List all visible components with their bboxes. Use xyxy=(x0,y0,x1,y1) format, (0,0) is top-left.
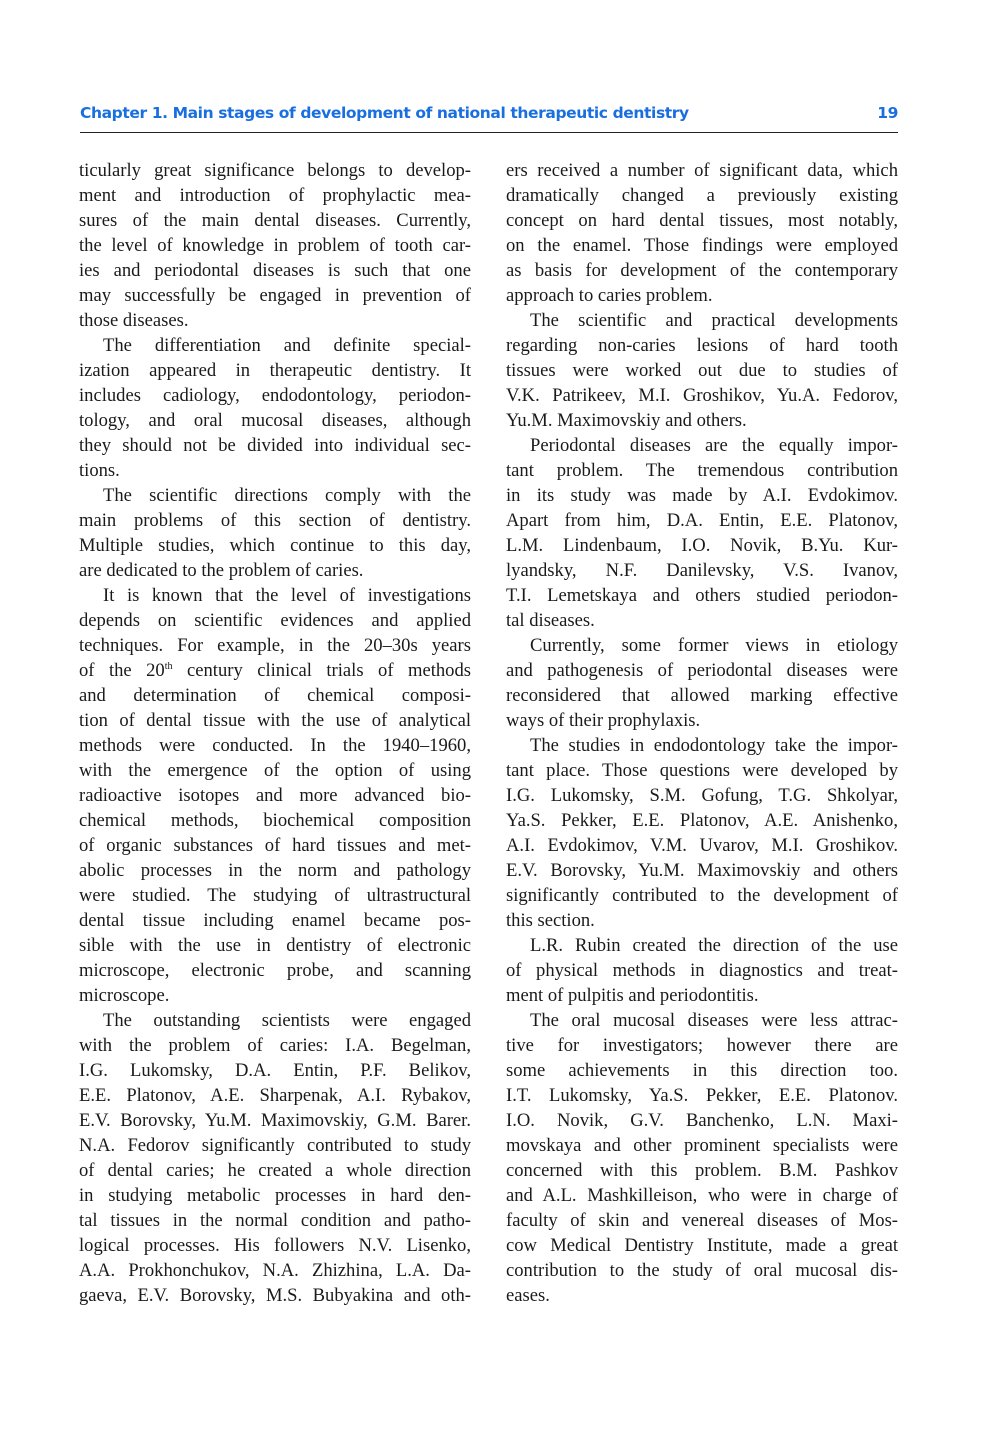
text-line: The studies in endodontology take the impor- xyxy=(530,735,898,756)
text-line: Apart from him, D.A. Entin, E.E. Platonov, xyxy=(506,510,898,531)
text-line: contribution to the study of oral mucosal dis- xyxy=(506,1260,898,1281)
text-line: The outstanding scientists were engaged xyxy=(103,1010,471,1031)
text-line: ment and introduction of prophylactic mea- xyxy=(79,185,471,206)
text-line: V.K. Patrikeev, M.I. Groshikov, Yu.A. Fedorov, xyxy=(506,385,898,406)
text-line: N.A. Fedorov significantly contributed to study xyxy=(79,1135,471,1156)
text-line: ticularly great significance belongs to develop- xyxy=(79,160,471,181)
text-line: ways of their prophylaxis. xyxy=(506,710,701,731)
text-line: microscope, electronic probe, and scanning xyxy=(79,960,471,981)
text-line: eases. xyxy=(506,1285,550,1306)
text-line: Yu.M. Maximovskiy and others. xyxy=(506,410,747,431)
text-line: tissues were worked out due to studies of xyxy=(506,360,898,381)
text-line: I.G. Lukomsky, S.M. Gofung, T.G. Shkolyar, xyxy=(506,785,898,806)
text-line: and pathogenesis of periodontal diseases were xyxy=(506,660,898,681)
text-line: I.O. Novik, G.V. Banchenko, L.N. Maxi- xyxy=(506,1110,898,1131)
text-line: tant place. Those questions were developed by xyxy=(506,760,898,781)
running-header xyxy=(80,104,898,130)
text-line: The scientific and practical developments xyxy=(530,310,898,331)
text-line: of physical methods in diagnostics and treat- xyxy=(506,960,898,981)
text-line: as basis for development of the contemporary xyxy=(506,260,898,281)
text-line: ers received a number of significant data, which xyxy=(506,160,898,181)
text-line: regarding non-caries lesions of hard tooth xyxy=(506,335,898,356)
text-line: Currently, some former views in etiology xyxy=(530,635,898,656)
text-line: E.V. Borovsky, Yu.M. Maximovskiy and others xyxy=(506,860,898,881)
text-line: includes cadiology, endodontology, periodon- xyxy=(79,385,471,406)
right-column xyxy=(506,158,898,1308)
text-line: ment of pulpitis and periodontitis. xyxy=(506,985,759,1006)
text-line: are dedicated to the problem of caries. xyxy=(79,560,364,581)
text-line: The scientific directions comply with the xyxy=(103,485,471,506)
text-line: chemical methods, biochemical composition xyxy=(79,810,471,831)
text-line: with the problem of caries: I.A. Begelman, xyxy=(79,1035,471,1056)
text-line: with the emergence of the option of using xyxy=(79,760,471,781)
text-line: methods were conducted. In the 1940–1960, xyxy=(79,735,471,756)
text-line: tant problem. The tremendous contribution xyxy=(506,460,898,481)
text-line: depends on scientific evidences and applied xyxy=(79,610,471,631)
text-line: ization appeared in therapeutic dentistry. It xyxy=(79,360,471,381)
text-line: radioactive isotopes and more advanced bio- xyxy=(79,785,471,806)
text-line: cow Medical Dentistry Institute, made a great xyxy=(506,1235,898,1256)
text-line: A.A. Prokhonchukov, N.A. Zhizhina, L.A. Da- xyxy=(79,1260,471,1281)
text-line: dramatically changed a previously existing xyxy=(506,185,898,206)
text-line: they should not be divided into individual sec- xyxy=(79,435,471,456)
text-line: may successfully be engaged in prevention of xyxy=(79,285,471,306)
text-line: tion of dental tissue with the use of analytical xyxy=(79,710,471,731)
text-line: movskaya and other prominent specialists were xyxy=(506,1135,898,1156)
text-line: L.M. Lindenbaum, I.O. Novik, B.Yu. Kur- xyxy=(506,535,898,556)
text-line: dental tissue including enamel became pos- xyxy=(79,910,471,931)
text-line: this section. xyxy=(506,910,595,931)
text-line: on the enamel. Those findings were employed xyxy=(506,235,898,256)
text-line: I.G. Lukomsky, D.A. Entin, P.F. Belikov, xyxy=(79,1060,471,1081)
text-line: A.I. Evdokimov, V.M. Uvarov, M.I. Groshikov. xyxy=(506,835,898,856)
text-line: sures of the main dental diseases. Currently, xyxy=(79,210,471,231)
chapter-title: Chapter 1. Main stages of development of national therapeutic dentistry xyxy=(80,104,689,122)
text-line: Multiple studies, which continue to this day, xyxy=(79,535,471,556)
text-line: concerned with this problem. B.M. Pashkov xyxy=(506,1160,898,1181)
text-line: of dental caries; he created a whole direction xyxy=(79,1160,471,1181)
text-line: and A.L. Mashkilleison, who were in charge of xyxy=(506,1185,898,1206)
text-line: tology, and oral mucosal diseases, although xyxy=(79,410,471,431)
text-line: reconsidered that allowed marking effective xyxy=(506,685,898,706)
text-line: of organic substances of hard tissues and met- xyxy=(79,835,471,856)
text-line: tal tissues in the normal condition and patho- xyxy=(79,1210,471,1231)
text-line: in its study was made by A.I. Evdokimov. xyxy=(506,485,898,506)
text-line: microscope. xyxy=(79,985,170,1006)
text-line: and determination of chemical composi- xyxy=(79,685,471,706)
text-line: T.I. Lemetskaya and others studied periodon- xyxy=(506,585,898,606)
text-line: It is known that the level of investigations xyxy=(103,585,471,606)
text-line: in studying metabolic processes in hard den- xyxy=(79,1185,471,1206)
text-line: tive for investigators; however there are xyxy=(506,1035,898,1056)
text-line: concept on hard dental tissues, most notably, xyxy=(506,210,898,231)
text-line: main problems of this section of dentistry. xyxy=(79,510,471,531)
text-line: the level of knowledge in problem of tooth car- xyxy=(79,235,471,256)
text-line: The differentiation and definite special- xyxy=(103,335,471,356)
text-line: those diseases. xyxy=(79,310,189,331)
text-line: some achievements in this direction too. xyxy=(506,1060,898,1081)
text-line: sible with the use in dentistry of electronic xyxy=(79,935,471,956)
text-line: ies and periodontal diseases is such that one xyxy=(79,260,471,281)
text-line: Ya.S. Pekker, E.E. Platonov, A.E. Anishenko, xyxy=(506,810,898,831)
text-line: approach to caries problem. xyxy=(506,285,713,306)
text-line: E.V. Borovsky, Yu.M. Maximovskiy, G.M. Barer. xyxy=(79,1110,471,1131)
header-rule xyxy=(80,132,898,133)
text-line: were studied. The studying of ultrastructural xyxy=(79,885,471,906)
text-line: tal diseases. xyxy=(506,610,595,631)
text-line: significantly contributed to the development of xyxy=(506,885,898,906)
text-line: lyandsky, N.F. Danilevsky, V.S. Ivanov, xyxy=(506,560,898,581)
text-line: abolic processes in the norm and pathology xyxy=(79,860,471,881)
text-line: L.R. Rubin created the direction of the use xyxy=(530,935,898,956)
text-line: The oral mucosal diseases were less attrac- xyxy=(530,1010,898,1031)
text-line: techniques. For example, in the 20–30s years xyxy=(79,635,471,656)
page-number: 19 xyxy=(877,104,898,122)
text-line: of the 20th century clinical trials of methods xyxy=(79,660,471,681)
left-column xyxy=(79,158,471,1308)
text-line: Periodontal diseases are the equally impor- xyxy=(530,435,898,456)
text-line: faculty of skin and venereal diseases of Mos- xyxy=(506,1210,898,1231)
text-line: E.E. Platonov, A.E. Sharpenak, A.I. Rybakov, xyxy=(79,1085,471,1106)
text-line: logical processes. His followers N.V. Lisenko, xyxy=(79,1235,471,1256)
text-line: I.T. Lukomsky, Ya.S. Pekker, E.E. Platonov. xyxy=(506,1085,898,1106)
text-line: gaeva, E.V. Borovsky, M.S. Bubyakina and oth- xyxy=(79,1285,471,1306)
text-line: tions. xyxy=(79,460,120,481)
